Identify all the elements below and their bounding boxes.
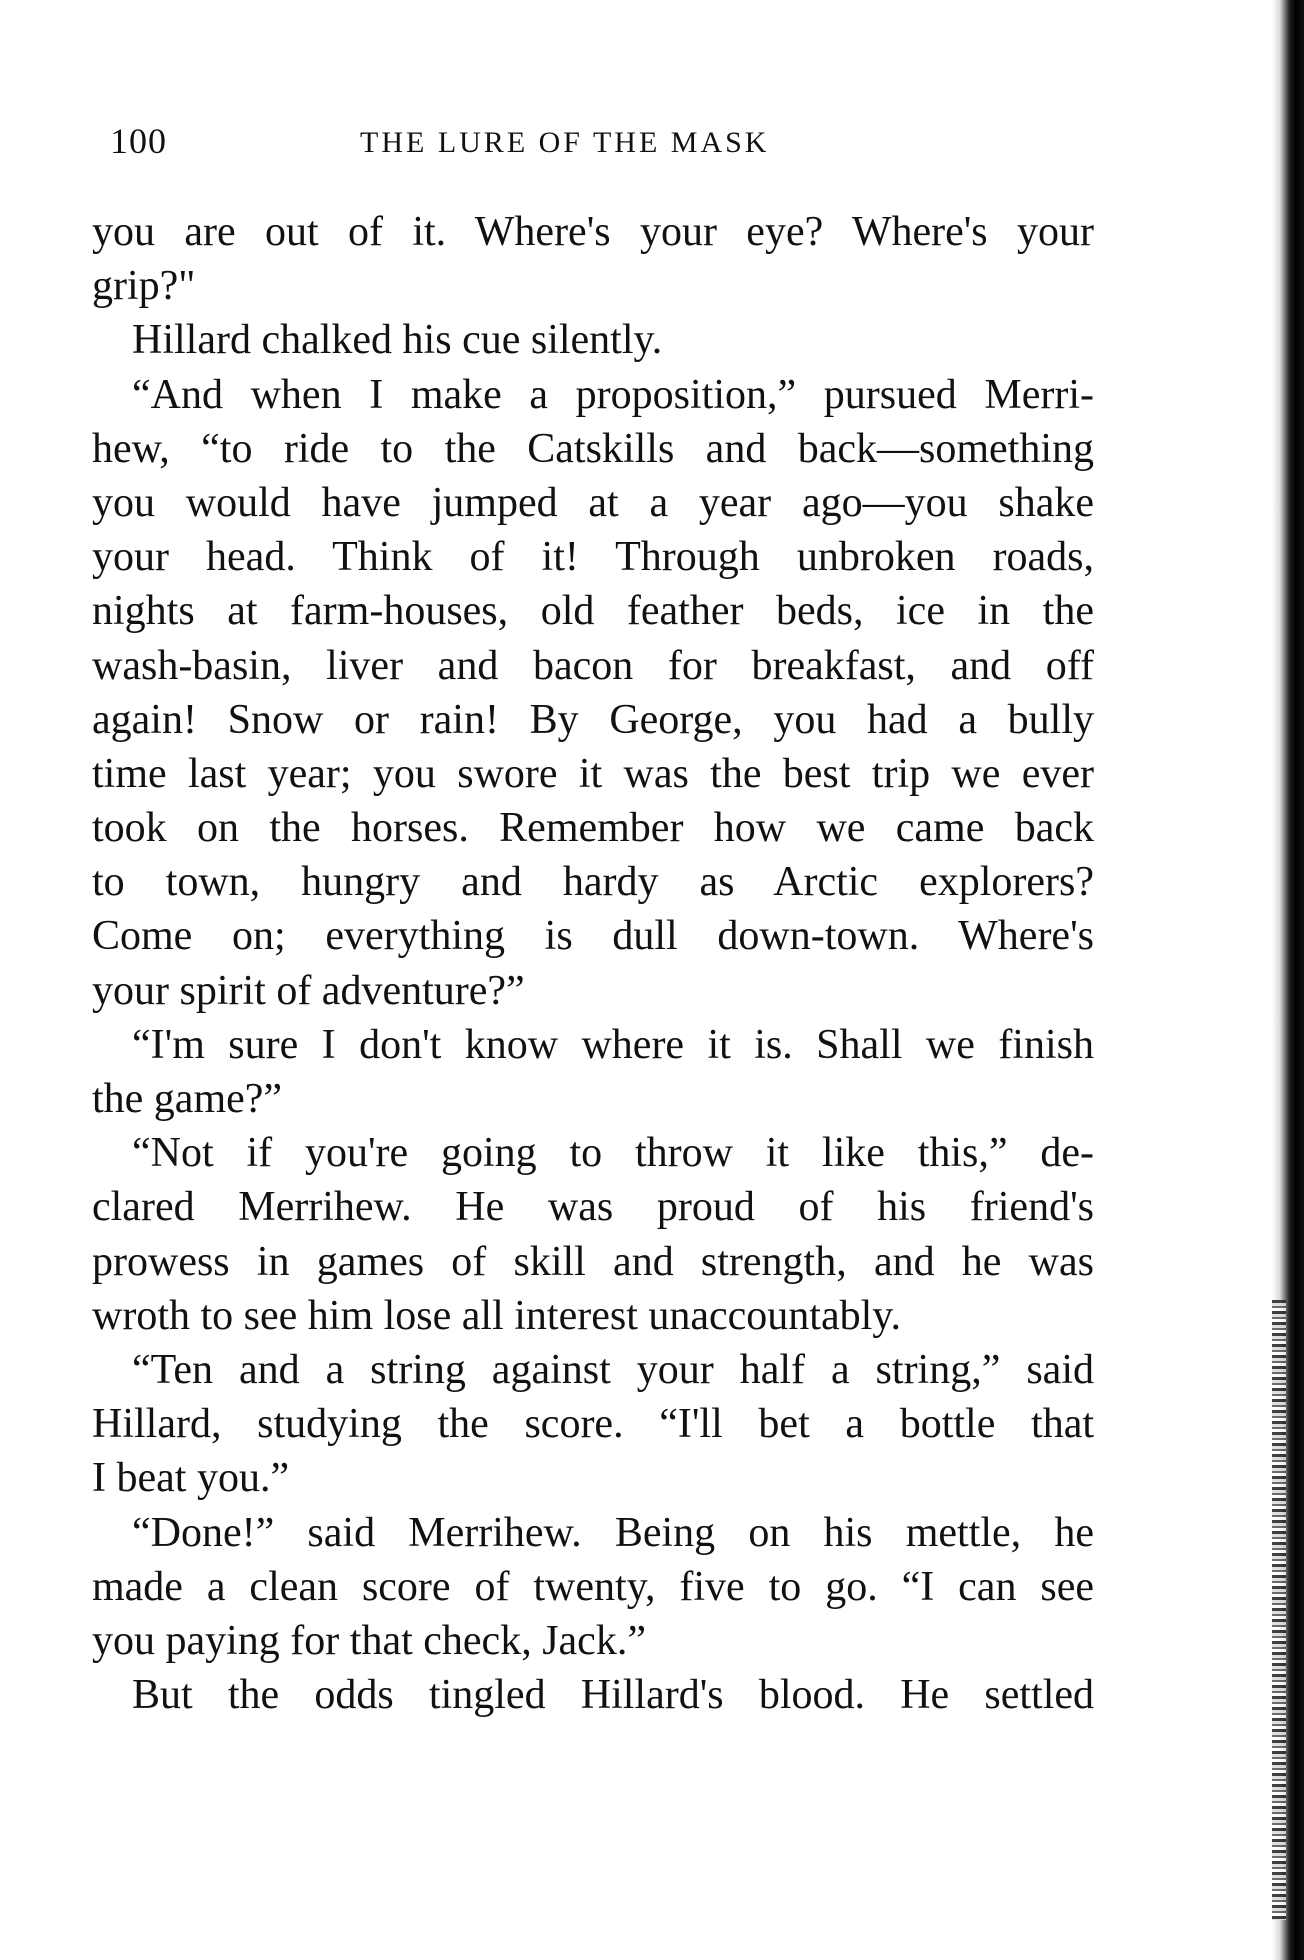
- binding-speckle: [1272, 1300, 1286, 1920]
- text-line: nights at farm-houses, old feather beds, ice in the: [92, 588, 1094, 635]
- text-line: “And when I make a proposition,” pursued Merri-: [132, 371, 1094, 418]
- text-line: your spirit of adventure?”: [92, 967, 525, 1014]
- text-line: prowess in games of skill and strength, and he was: [92, 1238, 1094, 1285]
- text-line: wash-basin, liver and bacon for breakfast, and off: [92, 642, 1094, 689]
- text-line: “I'm sure I don't know where it is. Shall we finish: [132, 1021, 1094, 1068]
- text-line: clared Merrihew. He was proud of his friend's: [92, 1184, 1094, 1231]
- text-line: “Ten and a string against your half a string,” said: [132, 1346, 1094, 1393]
- text-line: “Done!” said Merrihew. Being on his mettle, he: [132, 1509, 1094, 1556]
- text-line: your head. Think of it! Through unbroken roads,: [92, 534, 1094, 581]
- page-number: 100: [110, 121, 167, 161]
- text-line: wroth to see him lose all interest unaccountably.: [92, 1292, 902, 1339]
- body-text: [92, 205, 1094, 1722]
- text-line: Come on; everything is dull down-town. Where's: [92, 913, 1094, 960]
- text-line: again! Snow or rain! By George, you had a bully: [92, 696, 1094, 743]
- text-line: Hillard, studying the score. “I'll bet a bottle that: [92, 1401, 1094, 1448]
- text-line: hew, “to ride to the Catskills and back—something: [92, 425, 1094, 472]
- text-line: “Not if you're going to throw it like this,” de-: [132, 1130, 1094, 1177]
- book-title: THE LURE OF THE MASK: [360, 126, 770, 159]
- text-line: the game?”: [92, 1076, 283, 1122]
- text-line: Hillard chalked his cue silently.: [132, 317, 663, 364]
- text-line: grip?": [92, 263, 196, 310]
- text-line: But the odds tingled Hillard's blood. He settled: [132, 1672, 1094, 1719]
- text-line: time last year; you swore it was the best trip we ever: [92, 750, 1094, 797]
- text-line: you paying for that check, Jack.”: [92, 1617, 646, 1664]
- text-line: to town, hungry and hardy as Arctic explorers?: [92, 859, 1094, 906]
- text-line: made a clean score of twenty, five to go. “I can see: [92, 1563, 1094, 1610]
- text-line: I beat you.”: [92, 1455, 290, 1502]
- text-line: you would have jumped at a year ago—you shake: [92, 479, 1094, 526]
- text-line: took on the horses. Remember how we came back: [92, 805, 1094, 852]
- running-head: [110, 120, 1100, 180]
- text-line: you are out of it. Where's your eye? Where's your: [92, 209, 1094, 255]
